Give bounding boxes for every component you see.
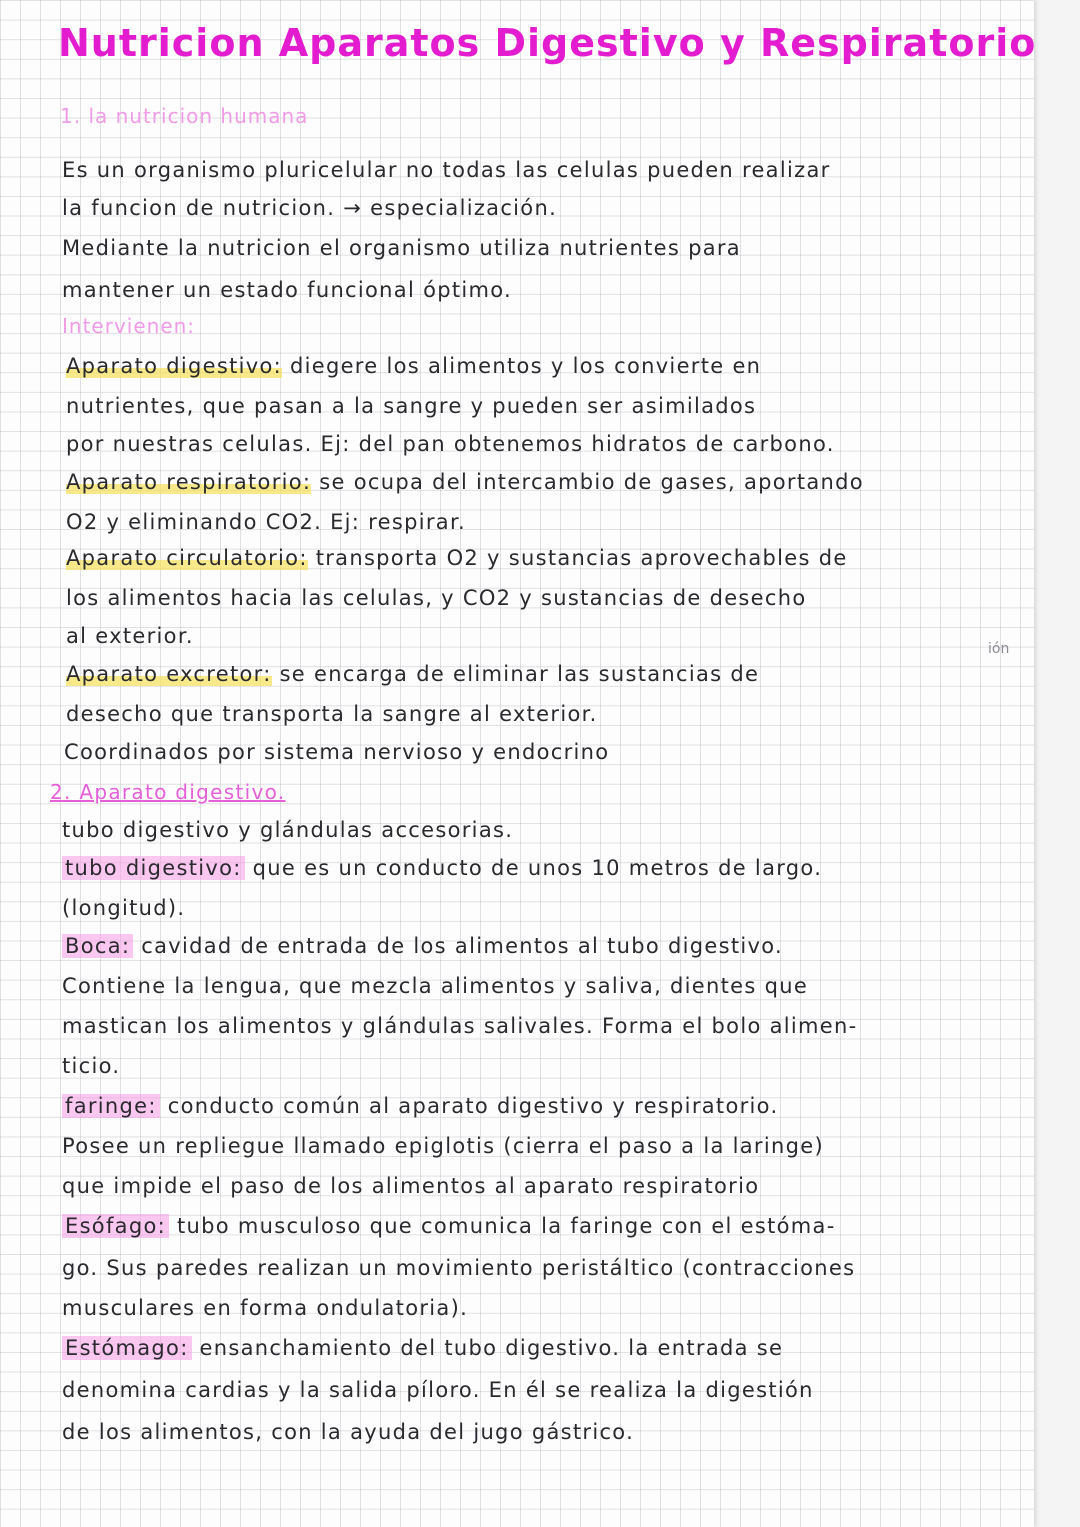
respiratorio-line-2: O2 y eliminando CO2. Ej: respirar. xyxy=(66,510,466,534)
boca-term: Boca: xyxy=(62,934,133,958)
digestivo-term: Aparato digestivo: xyxy=(66,354,282,378)
estomago-line-1: Estómago: ensanchamiento del tubo digestivo. la entrada se xyxy=(62,1338,783,1359)
section-2-heading: 2. Aparato digestivo. xyxy=(50,780,286,804)
intro-line-4: mantener un estado funcional óptimo. xyxy=(62,278,513,302)
circulatorio-line-2: los alimentos hacia las celulas, y CO2 y sustancias de desecho xyxy=(66,586,807,610)
esofago-line-3: musculares en forma ondulatoria). xyxy=(62,1296,469,1320)
boca-line-2: Contiene la lengua, que mezcla alimentos y saliva, dientes que xyxy=(62,974,809,998)
coordinados-line: Coordinados por sistema nervioso y endocrino xyxy=(64,740,610,764)
estomago-line-2: denomina cardias y la salida píloro. En él se realiza la digestión xyxy=(62,1378,814,1402)
esofago-line-2: go. Sus paredes realizan un movimiento peristáltico (contracciones xyxy=(62,1256,856,1280)
circulatorio-line-3: al exterior. xyxy=(66,624,194,648)
intro-line-3: Mediante la nutricion el organismo utiliza nutrientes para xyxy=(62,236,741,260)
circulatorio-line-1: Aparato circulatorio: transporta O2 y sustancias aprovechables de xyxy=(66,546,848,570)
digestivo-line-1: Aparato digestivo: diegere los alimentos y los convierte en xyxy=(66,354,762,378)
boca-line-3: mastican los alimentos y glándulas salivales. Forma el bolo alimen- xyxy=(62,1014,858,1038)
section-1-heading: 1. la nutricion humana xyxy=(60,104,309,128)
tubo-line-1: tubo digestivo: que es un conducto de unos 10 metros de largo. xyxy=(62,858,822,879)
esofago-line-1: Esófago: tubo musculoso que comunica la faringe con el estóma- xyxy=(62,1216,836,1237)
boca-line-1: Boca: cavidad de entrada de los alimentos al tubo digestivo. xyxy=(62,936,783,957)
intervienen-label: Intervienen: xyxy=(62,314,196,338)
faringe-term: faringe: xyxy=(62,1094,160,1118)
estomago-term: Estómago: xyxy=(62,1336,192,1360)
faringe-line-3: que impide el paso de los alimentos al aparato respiratorio xyxy=(62,1174,760,1198)
respiratorio-line-1: Aparato respiratorio: se ocupa del intercambio de gases, aportando xyxy=(66,470,864,494)
tubo-intro-line: tubo digestivo y glándulas accesorias. xyxy=(62,818,514,842)
excretor-term: Aparato excretor: xyxy=(66,662,272,686)
circulatorio-term: Aparato circulatorio: xyxy=(66,546,308,570)
tubo-term: tubo digestivo: xyxy=(62,856,245,880)
faringe-line-2: Posee un repliegue llamado epiglotis (cierra el paso a la laringe) xyxy=(62,1134,824,1158)
digestivo-line-2: nutrientes, que pasan a la sangre y pueden ser asimilados xyxy=(66,394,757,418)
excretor-line-1: Aparato excretor: se encarga de eliminar las sustancias de xyxy=(66,662,760,686)
estomago-line-3: de los alimentos, con la ayuda del jugo gástrico. xyxy=(62,1420,635,1444)
margin-note: ión xyxy=(988,641,1010,657)
esofago-term: Esófago: xyxy=(62,1214,169,1238)
digestivo-line-3: por nuestras celulas. Ej: del pan obtenemos hidratos de carbono. xyxy=(66,432,835,456)
tubo-line-2: (longitud). xyxy=(62,896,186,920)
intro-line-2: la funcion de nutricion. → especialización. xyxy=(62,196,558,220)
page-title: Nutricion Aparatos Digestivo y Respiratorio xyxy=(58,21,1037,65)
faringe-line-1: faringe: conducto común al aparato digestivo y respiratorio. xyxy=(62,1096,778,1117)
boca-line-4: ticio. xyxy=(62,1054,121,1078)
respiratorio-term: Aparato respiratorio: xyxy=(66,470,312,494)
excretor-line-2: desecho que transporta la sangre al exterior. xyxy=(66,702,598,726)
intro-line-1: Es un organismo pluricelular no todas las celulas pueden realizar xyxy=(62,158,831,182)
